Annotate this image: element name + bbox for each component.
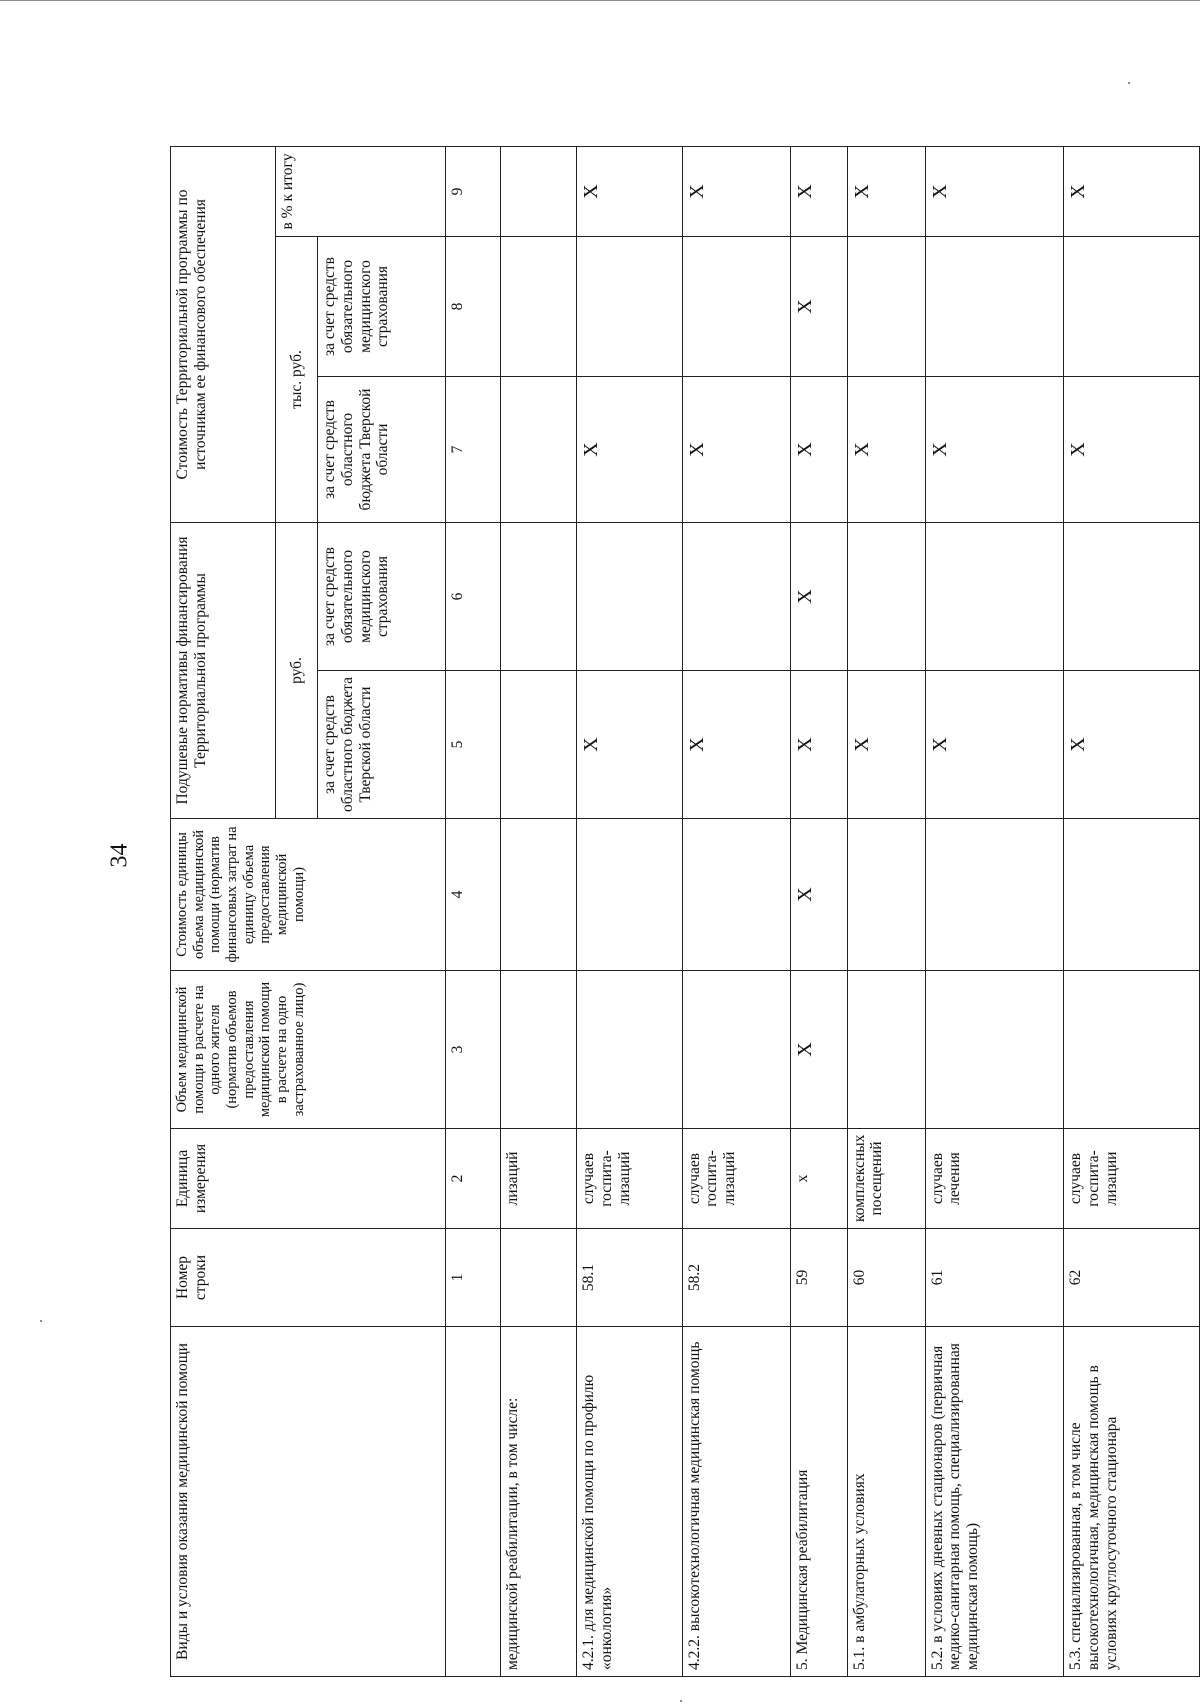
table-row: [790, 146, 847, 1676]
cell-percent: Х: [790, 146, 847, 236]
cell-budget-cost: Х: [790, 376, 847, 522]
row-number: 59: [790, 1229, 847, 1327]
header-unit-cost: Стоимость единицы объема медицинской помощи (норматив финансовых затрат на единицу объема предоставления медицинской помощи): [171, 819, 446, 971]
cell-budget-norm: Х: [790, 671, 847, 819]
cell-unit-cost: [576, 819, 682, 971]
col-number: 7: [446, 376, 501, 522]
cell-percent: Х: [1064, 146, 1200, 236]
table-row: [1064, 146, 1200, 1676]
cell-oms-norm: [682, 522, 790, 670]
cell-percent: Х: [847, 146, 925, 236]
cell-unit-cost: [682, 819, 790, 971]
cell-oms-norm: Х: [790, 522, 847, 670]
col-number: 9: [446, 146, 501, 236]
cell-budget-cost: [501, 376, 577, 522]
cell-budget-norm: Х: [576, 671, 682, 819]
column-number-row: [446, 146, 501, 1676]
cell-oms-norm: [1064, 522, 1200, 670]
cell-budget-cost: Х: [925, 376, 1063, 522]
cell-oms-cost: [576, 236, 682, 376]
cell-oms-cost: [1064, 236, 1200, 376]
header-budget-5: за счет средств областного бюджета Тверской области: [318, 671, 446, 819]
cell-budget-norm: Х: [682, 671, 790, 819]
cell-oms-norm: [847, 522, 925, 670]
table-row: [847, 146, 925, 1676]
cell-budget-norm: [501, 671, 577, 819]
table-row: [682, 146, 790, 1676]
cell-budget-norm: Х: [1064, 671, 1200, 819]
col-number: 1: [446, 1229, 501, 1327]
header-row-1: [171, 146, 276, 1676]
row-unit: лизаций: [501, 1129, 577, 1229]
header-rub: руб.: [276, 522, 318, 818]
row-unit: комплексных посещений: [847, 1129, 925, 1229]
header-row-number: Номер строки: [171, 1229, 446, 1327]
top-scan-edge: [0, 0, 1200, 1]
cell-oms-cost: [501, 236, 577, 376]
cell-volume: [682, 971, 790, 1129]
cell-oms-cost: [925, 236, 1063, 376]
row-unit: случаев лечения: [925, 1129, 1063, 1229]
row-number: 61: [925, 1229, 1063, 1327]
cell-budget-cost: Х: [1064, 376, 1200, 522]
row-unit: случаев госпита-лизаций: [682, 1129, 790, 1229]
row-name: 5. Медицинская реабилитация: [790, 1327, 847, 1677]
cell-oms-norm: [576, 522, 682, 670]
financing-table: [170, 146, 1200, 1677]
row-name: 5.1. в амбулаторных условиях: [847, 1327, 925, 1677]
header-unit: Единица измерения: [171, 1129, 446, 1229]
cell-oms-cost: [682, 236, 790, 376]
cell-budget-cost: Х: [847, 376, 925, 522]
cell-volume: [925, 971, 1063, 1129]
header-program-cost: Стоимость Территориальной программы по источникам ее финансового обеспечения: [171, 146, 276, 522]
cell-volume: Х: [790, 971, 847, 1129]
table-row: [925, 146, 1063, 1676]
cell-budget-cost: Х: [682, 376, 790, 522]
col-number: 4: [446, 819, 501, 971]
cell-percent: [501, 146, 577, 236]
col-number: 2: [446, 1129, 501, 1229]
col-number: 6: [446, 522, 501, 670]
row-unit: случаев госпита-лизаций: [576, 1129, 682, 1229]
cell-oms-norm: [925, 522, 1063, 670]
header-kinds: Виды и условия оказания медицинской помощи: [171, 1327, 446, 1677]
cell-budget-norm: Х: [847, 671, 925, 819]
cell-oms-cost: Х: [790, 236, 847, 376]
cell-oms-cost: [847, 236, 925, 376]
row-number: [501, 1229, 577, 1327]
header-oms-6: за счет средств обязательного медицинского страхования: [318, 522, 446, 670]
cell-volume: [847, 971, 925, 1129]
cell-volume: [1064, 971, 1200, 1129]
row-name: медицинской реабилитации, в том числе:: [501, 1327, 577, 1677]
header-volume: Объем медицинской помощи в расчете на одного жителя (норматив объемов предоставления медицинской помощи в расчете на одно застрахованное лицо): [171, 971, 446, 1129]
scan-speck: [40, 1320, 42, 1322]
header-oms-8: за счет средств обязательного медицинского страхования: [318, 236, 446, 376]
table-row: [576, 146, 682, 1676]
cell-unit-cost: [501, 819, 577, 971]
cell-volume: [576, 971, 682, 1129]
cell-unit-cost: [847, 819, 925, 971]
cell-unit-cost: [925, 819, 1063, 971]
col-number: 3: [446, 971, 501, 1129]
header-thous-rub: тыс. руб.: [276, 236, 318, 522]
row-number: 62: [1064, 1229, 1200, 1327]
header-per-capita: Подушевые нормативы финансирования Территориальной программы: [171, 522, 276, 818]
cell-percent: Х: [682, 146, 790, 236]
cell-percent: Х: [576, 146, 682, 236]
cell-percent: Х: [925, 146, 1063, 236]
cell-budget-norm: Х: [925, 671, 1063, 819]
row-number: 58.1: [576, 1229, 682, 1327]
scan-speck: [680, 1700, 682, 1702]
row-name: 4.2.2. высокотехнологичная медицинская помощь: [682, 1327, 790, 1677]
cell-volume: [501, 971, 577, 1129]
row-name: 5.2. в условиях дневных стационаров (первичная медико-санитарная помощь, специализированная медицинская помощь): [925, 1327, 1063, 1677]
cell-budget-cost: Х: [576, 376, 682, 522]
header-percent: в % к итогу: [276, 146, 446, 236]
rotated-table-container: [170, 147, 1200, 1677]
row-unit: случаев госпита-лизации: [1064, 1129, 1200, 1229]
cell-unit-cost: Х: [790, 819, 847, 971]
row-unit: х: [790, 1129, 847, 1229]
cell-unit-cost: [1064, 819, 1200, 971]
header-budget-7: за счет средств областного бюджета Тверской области: [318, 376, 446, 522]
row-number: 58.2: [682, 1229, 790, 1327]
col-number: 8: [446, 236, 501, 376]
row-number: 60: [847, 1229, 925, 1327]
scan-speck: [1128, 82, 1130, 84]
cell-oms-norm: [501, 522, 577, 670]
col-number: 5: [446, 671, 501, 819]
page-number: 34: [106, 843, 133, 868]
table-row: [501, 146, 577, 1676]
row-name: 5.3. специализированная, в том числе высокотехнологичная, медицинская помощь в условиях круглосуточного стационара: [1064, 1327, 1200, 1677]
row-name: 4.2.1. для медицинской помощи по профилю «онкология»: [576, 1327, 682, 1677]
